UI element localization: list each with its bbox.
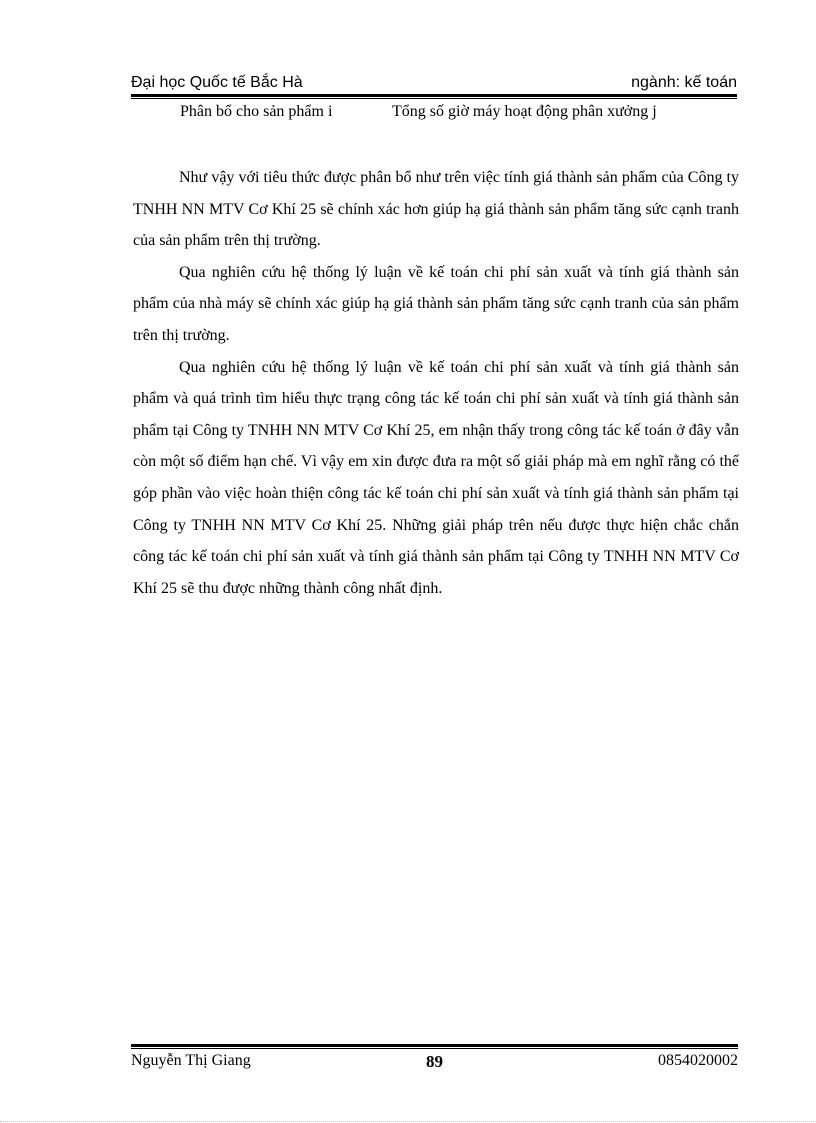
header-rule <box>131 94 737 97</box>
footer-rule <box>131 1044 738 1047</box>
paragraph-2: Qua nghiên cứu hệ thống lý luận về kế toán chi phí sản xuất và tính giá thành sản phẩm của nhà máy sẽ chính xác giúp hạ giá thành sản phẩm tăng sức cạnh tranh của sản phẩm trên thị trường. <box>133 263 739 344</box>
paragraph-3: Qua nghiên cứu hệ thống lý luận về kế toán chi phí sản xuất và tính giá thành sản phẩm và quá trình tìm hiểu thực trạng công tác kế toán chi phí sản xuất và tính giá thành sản phẩm tại Công ty TNHH NN MTV Cơ Khí 25, em nhận thấy trong công tác kế toán ở đây vẫn còn một số điểm hạn chế. Vì vậy em xin được đưa ra một số giải pháp mà em nghĩ rằng có thể góp phần vào việc hoàn thiện công tác kế toán chi phí sản xuất và tính giá thành sản phẩm tại Công ty TNHH NN MTV Cơ Khí 25. Những giải pháp trên nếu được thực hiện chắc chắn công tác kế toán chi phí sản xuất và tính giá thành sản phẩm tại Công ty TNHH NN MTV Cơ Khí 25 sẽ thu được những thành công nhất định. <box>133 358 739 597</box>
header-major: ngành: kế toán <box>631 74 737 91</box>
allocation-formula <box>180 103 700 123</box>
paragraph-1: Như vậy với tiêu thức được phân bổ như trên việc tính giá thành sản phẩm của Công ty TNHH NN MTV Cơ Khí 25 sẽ chính xác hơn giúp hạ giá thành sản phẩm tăng sức cạnh tranh của sản phẩm trên thị trường. <box>133 169 739 250</box>
footer-student-id: 0854020002 <box>658 1052 738 1069</box>
page-footer <box>131 1052 738 1074</box>
body-text <box>133 162 739 604</box>
page-edge-divider <box>0 1121 816 1122</box>
header-rule-thin <box>131 98 737 99</box>
page-number: 89 <box>426 1052 443 1071</box>
formula-right-term: Tổng số giờ máy hoạt động phân xưởng j <box>392 103 657 120</box>
page-header <box>131 74 737 94</box>
footer-rule-thin <box>131 1048 738 1049</box>
header-university: Đại học Quốc tế Bắc Hà <box>131 74 303 91</box>
formula-left-term: Phân bổ cho sản phẩm i <box>180 103 333 120</box>
footer-author: Nguyễn Thị Giang <box>131 1052 251 1069</box>
